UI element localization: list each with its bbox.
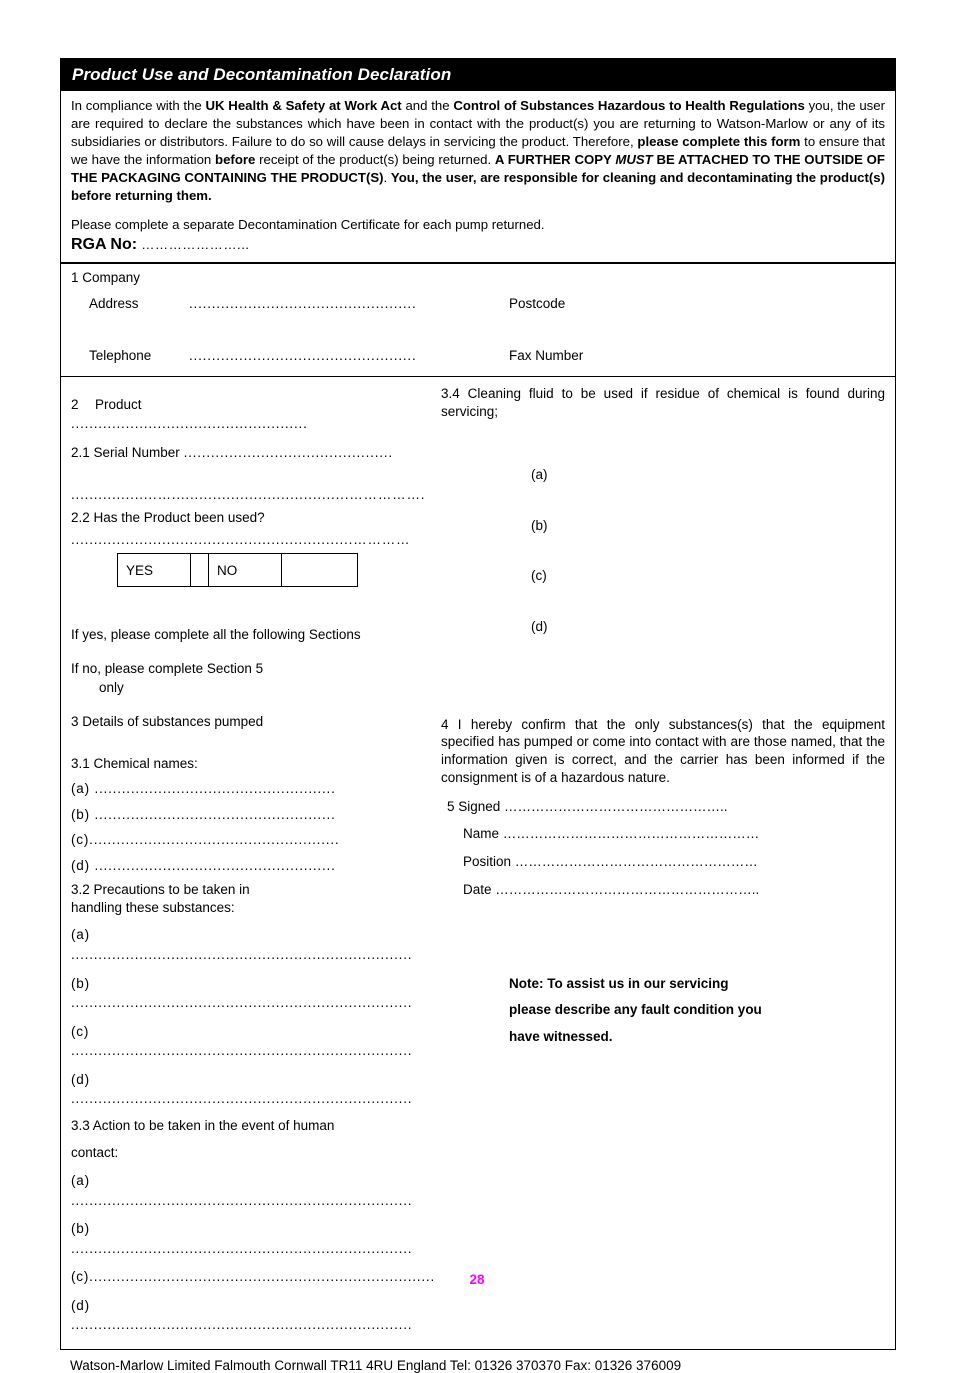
intro-bold-packaging: BE ATTACHED TO THE OUTSIDE OF THE PACKAGING CONTAINING THE PRODUCT(S) — [71, 152, 885, 186]
if-yes-instruction: If yes, please complete all the following Sections — [71, 627, 361, 643]
chemical-name-c[interactable]: (c)....................................................... — [71, 832, 340, 848]
intro-text-d: you, the user are required to declare the substances which have been in contact with the product(s) you are returning to Watson-Marlow or any of its subsidiaries or distributors. Failure to do so will cause delays in servicing the product. Therefore, — [71, 98, 886, 150]
table-row — [118, 554, 358, 587]
free-dotted-line-1[interactable]: ...................….......................................……………. — [71, 486, 426, 502]
product-input[interactable]: .................................................... — [71, 416, 308, 432]
position-field[interactable]: Position ……………………………………………… — [463, 853, 758, 869]
intro-section — [61, 91, 895, 264]
product-used-question: 2.2 Has the Product been used? — [71, 510, 265, 526]
action-d[interactable]: (d) ........................................................................... — [71, 1297, 413, 1333]
intro-bold-complete-form: please complete this form — [637, 134, 801, 150]
action-c[interactable]: (c)............................................................................ — [71, 1269, 435, 1285]
postcode-label: Postcode — [509, 295, 566, 311]
action-heading-line1: 3.3 Action to be taken in the event of human — [71, 1117, 335, 1133]
precaution-b[interactable]: (b) ........................................................................... — [71, 975, 413, 1011]
product-number: 2 — [71, 396, 79, 412]
form-body — [60, 91, 896, 1350]
company-heading: 1 Company — [71, 269, 141, 285]
intro-text-e: to ensure that we have the information — [71, 134, 885, 168]
no-cell[interactable]: NO — [209, 554, 282, 587]
intro-separate-certificate: Please complete a separate Decontamination Certificate for each pump returned. — [71, 216, 545, 232]
no-tick-cell[interactable] — [282, 554, 358, 587]
note-line-1: Note: To assist us in our servicing — [509, 976, 729, 992]
intro-bold-further-copy: A FURTHER COPY — [494, 152, 616, 168]
action-a[interactable]: (a) ........................................................................... — [71, 1173, 413, 1208]
serial-number-row[interactable] — [71, 443, 433, 463]
note-line-3: have witnessed. — [509, 1028, 613, 1044]
page-number: 28 — [469, 1272, 485, 1287]
two-column-region — [61, 377, 895, 1349]
product-label: Product — [95, 396, 142, 412]
if-no-line2: only — [99, 680, 124, 696]
serial-number-input[interactable]: .............................................. — [183, 445, 393, 461]
free-dotted-line-2[interactable]: ..............................................................………… — [71, 531, 411, 547]
yes-cell[interactable]: YES — [118, 554, 191, 587]
precaution-c[interactable]: (c) ........................................................................... — [71, 1023, 413, 1059]
substances-heading: 3 Details of substances pumped — [71, 713, 264, 729]
fax-label: Fax Number — [509, 347, 584, 363]
rga-number-field[interactable] — [71, 236, 885, 254]
servicing-note — [509, 971, 885, 1050]
product-row[interactable] — [71, 395, 433, 434]
note-line-2: please describe any fault condition you — [509, 1002, 762, 1018]
precaution-a[interactable]: (a) ........................................................................... — [71, 927, 413, 963]
chemical-names-heading: 3.1 Chemical names: — [71, 755, 198, 771]
intro-bold-responsible: You, the user, are responsible for cleaning and decontaminating the product(s) before returning them. — [71, 170, 885, 204]
precautions-heading — [71, 881, 433, 916]
chemical-name-a[interactable]: (a) ..................................................... — [71, 781, 336, 797]
declaration-form — [60, 58, 896, 1373]
telephone-input[interactable]: .................................................. — [189, 347, 417, 363]
left-column — [61, 377, 433, 1349]
intro-bold-coshh: Control of Substances Hazardous to Health Regulations — [453, 98, 805, 114]
intro-text-a: In compliance with the — [71, 98, 206, 114]
date-field[interactable]: Date ………………………………………………….. — [463, 881, 760, 897]
signed-field[interactable]: 5 Signed ………………………………………….. — [447, 798, 728, 814]
chemical-name-d[interactable]: (d) ..................................................... — [71, 857, 336, 873]
intro-bold-italic-must: MUST — [615, 152, 653, 168]
precaution-d[interactable]: (d) ........................................................................... — [71, 1071, 413, 1107]
address-input[interactable]: .................................................. — [189, 295, 417, 311]
chemical-name-b[interactable]: (b) ..................................................... — [71, 806, 336, 822]
precautions-heading-line2: handling these substances: — [71, 899, 235, 915]
cleaning-fluid-c[interactable]: (c) — [531, 568, 547, 584]
intro-text-g: . — [383, 170, 391, 186]
yes-tick-cell[interactable] — [191, 554, 209, 587]
action-heading-line2: contact: — [71, 1144, 119, 1160]
cleaning-fluid-a[interactable]: (a) — [531, 467, 548, 483]
precautions-heading-line1: 3.2 Precautions to be taken in — [71, 882, 250, 898]
rga-label: RGA No: — [71, 235, 138, 253]
confirmation-statement: 4 I hereby confirm that the only substances(s) that the equipment specified has pumped or come into contact with are those named, that the information given is correct, and the carrier has been informed if the consignment is of a hazardous nature. — [441, 716, 885, 786]
if-no-instruction — [71, 659, 433, 698]
action-b[interactable]: (b) ........................................................................... — [71, 1221, 413, 1256]
if-no-line1: If no, please complete Section 5 — [71, 660, 264, 676]
cleaning-fluid-heading: 3.4 Cleaning fluid to be used if residue of chemical is found during servicing; — [441, 385, 885, 420]
right-column — [433, 377, 895, 1349]
intro-bold-before: before — [215, 152, 256, 168]
page-title: Product Use and Decontamination Declaration — [60, 58, 896, 91]
name-field[interactable]: Name ………………………………………………… — [463, 826, 760, 842]
intro-paragraph — [71, 97, 885, 205]
telephone-label: Telephone — [89, 347, 152, 363]
yes-no-table[interactable] — [117, 553, 358, 587]
company-footer: Watson-Marlow Limited Falmouth Cornwall TR11 4RU England Tel: 01326 370370 Fax: 01326 376009 — [70, 1358, 682, 1373]
intro-bold-hsw-act: UK Health & Safety at Work Act — [205, 98, 402, 114]
serial-number-label: 2.1 Serial Number — [71, 445, 180, 461]
cleaning-fluid-d[interactable]: (d) — [531, 619, 548, 635]
cleaning-fluid-b[interactable]: (b) — [531, 517, 548, 533]
rga-dotted-line: …………………... — [137, 236, 250, 252]
intro-text-c: and the — [401, 98, 454, 114]
intro-text-f: receipt of the product(s) being returned. — [255, 152, 495, 168]
address-label: Address — [89, 295, 139, 311]
company-section — [61, 264, 895, 377]
